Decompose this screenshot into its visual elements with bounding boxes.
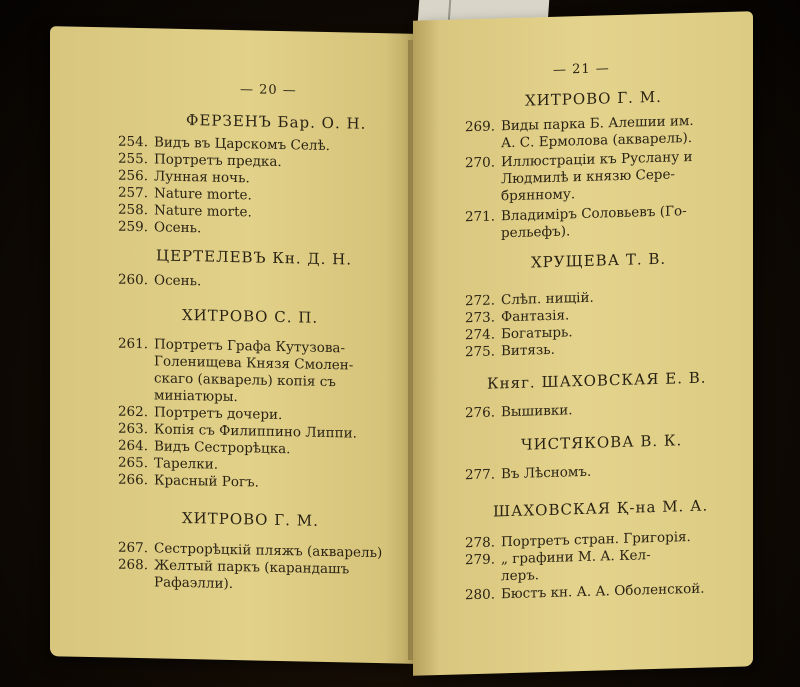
catalog-entry: 266. Красный Рогъ. (117, 471, 259, 491)
catalog-entry: 260. Осень. (117, 271, 202, 290)
catalog-entry: 274. Богатырь. (464, 324, 573, 344)
catalog-entry: 268. Желтый паркъ (карандашъ Рафаэлли). (117, 556, 350, 593)
catalog-entry: 271. Владиміръ Соловьевъ (Го- рельефъ). (464, 203, 687, 242)
open-book (40, 30, 775, 670)
section-heading: ЧИСТЯКОВА В. К. (521, 431, 683, 454)
section-heading: ХИТРОВО Г. М. (182, 508, 319, 530)
left-page (50, 26, 415, 664)
catalog-entry: 254. Видъ въ Царскомъ Селѣ. (117, 133, 330, 155)
catalog-entry: 275. Витязь. (464, 341, 555, 361)
section-heading: Княг. ШАХОВСКАЯ Е. В. (487, 368, 707, 393)
page-number: — 20 — (240, 82, 297, 99)
page-number: — 21 — (553, 61, 610, 78)
catalog-entry: 267. Сестрорѣцкій пляжъ (акварель) (117, 539, 383, 562)
catalog-entry: 259. Осень. (117, 218, 202, 237)
catalog-entry: 261. Портретъ Графа Кутузова- Голенищева Князя Смолен- скаго (акварель) копія съ миніатюры. (117, 335, 354, 406)
right-page (413, 11, 753, 675)
catalog-entry: 258. Nature morte. (117, 201, 252, 221)
section-heading: ХИТРОВО С. П. (182, 305, 319, 327)
catalog-entry: 265. Тарелки. (117, 454, 218, 473)
catalog-entry: 255. Портретъ предка. (117, 150, 282, 171)
catalog-entry: 270. Иллюстраціи къ Руслану и Людмилѣ и князю Сере- брянному. (464, 148, 693, 205)
section-heading: ШАХОВСКАЯ Қ-на М. А. (493, 496, 709, 521)
catalog-entry: 278. Портретъ стран. Григорія. (464, 528, 691, 552)
catalog-entry: 276. Вышивки. (464, 402, 573, 422)
catalog-entry: 262. Портретъ дочери. (117, 403, 283, 424)
section-heading: ФЕРЗЕНЪ Бар. О. Н. (186, 111, 367, 133)
catalog-entry: 277. Въ Лѣсномъ. (464, 463, 592, 484)
catalog-entry: 269. Виды парка Б. Алешии им. А. С. Ермолова (акварель). (464, 112, 694, 152)
catalog-entry: 264. Видъ Сестрорѣцка. (117, 437, 291, 458)
catalog-entry: 256. Лунная ночь. (117, 167, 250, 187)
catalog-entry: 279. „ графини М. А. Кел- леръ. (464, 547, 651, 585)
catalog-entry: 272. Слѣп. нищій. (464, 289, 594, 310)
catalog-entry: 273. Фантазія. (464, 307, 570, 327)
section-heading: ХИТРОВО Г. М. (525, 87, 662, 110)
section-heading: ХРУЩЕВА Т. В. (531, 249, 667, 272)
catalog-entry: 263. Копія съ Филиппино Липпи. (117, 420, 357, 442)
catalog-entry: 280. Бюстъ кн. А. А. Оболенской. (464, 580, 705, 604)
catalog-entry: 257. Nature morte. (117, 184, 252, 204)
section-heading: ЦЕРТЕЛЕВЪ Кн. Д. Н. (156, 246, 352, 269)
